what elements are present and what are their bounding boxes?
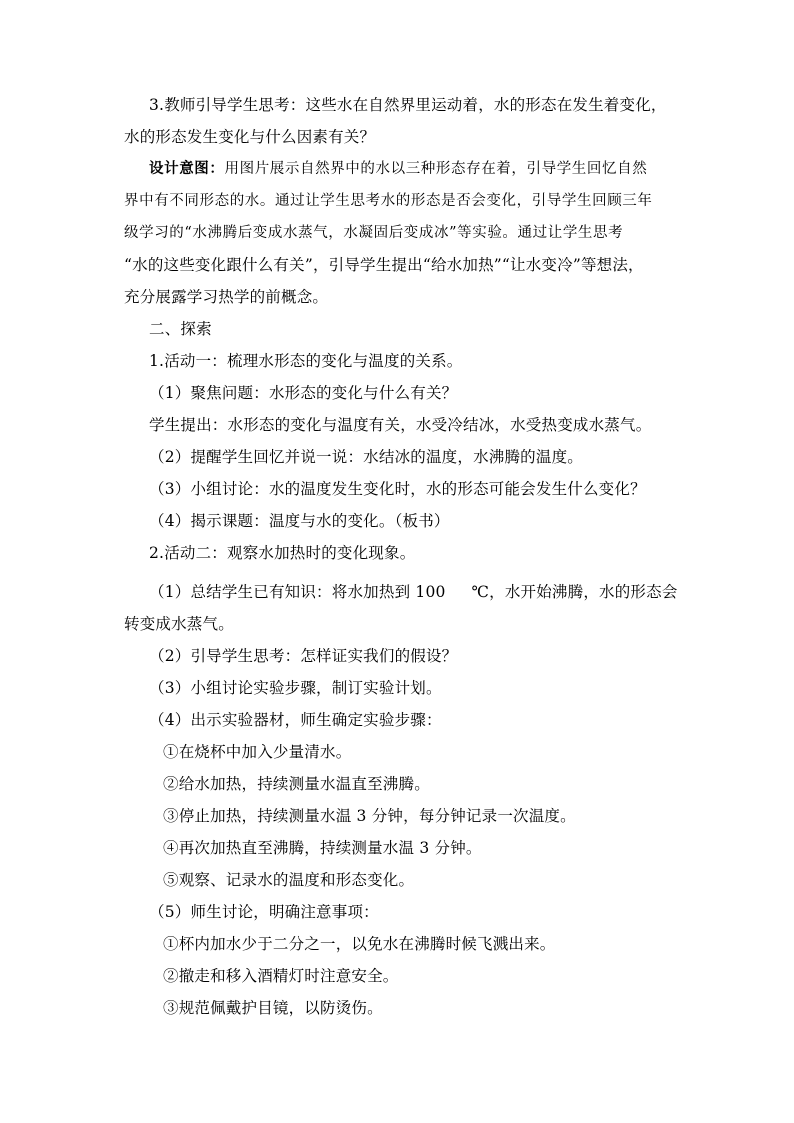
activity-2-step-1-line-2: 转变成水蒸气。	[124, 615, 234, 633]
design-intent-line-3: 级学习的“水沸腾后变成水蒸气，水凝固后变成冰”等实验。通过让学生思考	[124, 225, 624, 241]
design-intent-line-5: 充分展露学习热学的前概念。	[124, 288, 329, 306]
activity-2-title: 2.活动二：观察水加热时的变化现象。	[149, 544, 416, 562]
question-3-line-2: 水的形态发生变化与什么因素有关？	[124, 128, 376, 146]
activity-1-title: 1.活动一：梳理水形态的变化与温度的关系。	[149, 352, 463, 370]
design-intent-line-2: 界中有不同形态的水。通过让学生思考水的形态是否会变化，引导学生回顾三年	[124, 193, 653, 209]
section-heading-explore: 二、探索	[149, 320, 212, 338]
design-intent-line-1	[149, 159, 647, 179]
procedure-item: ①在烧杯中加入少量清水。	[163, 743, 352, 761]
activity-1-student-answer: 学生提出：水形态的变化与温度有关，水受冷结冰，水受热变成水蒸气。	[149, 416, 652, 434]
procedure-item: ②给水加热，持续测量水温直至沸腾。	[163, 775, 430, 793]
activity-2-step-1-text-a: （1）总结学生已有知识：将水加热到 100	[149, 583, 446, 601]
design-intent-text-1: 用图片展示自然界中的水以三种形态存在着，引导学生回忆自然	[224, 161, 648, 177]
activity-1-step-1: （1）聚焦问题：水形态的变化与什么有关？	[149, 384, 458, 402]
activity-2-step-4: （4）出示实验器材，师生确定实验步骤：	[149, 711, 442, 729]
design-intent-line-4: “水的这些变化跟什么有关”，引导学生提出“给水加热”“让水变冷”等想法，	[124, 256, 644, 274]
procedure-item: ③停止加热，持续测量水温 3 分钟，每分钟记录一次温度。	[163, 807, 576, 825]
question-3-line-1: 3.教师引导学生思考：这些水在自然界里运动着，水的形态在发生着变化，	[149, 96, 667, 114]
activity-1-step-3: （3）小组讨论：水的温度发生变化时，水的形态可能会发生什么变化？	[149, 480, 646, 498]
design-intent-label: 设计意图：	[149, 160, 225, 177]
precaution-item: ③规范佩戴护目镜，以防烫伤。	[163, 999, 383, 1017]
precaution-item: ②撤走和移入酒精灯时注意安全。	[163, 967, 399, 985]
activity-1-step-2: （2）提醒学生回忆并说一说：水结冰的温度，水沸腾的温度。	[149, 448, 583, 466]
activity-2-step-1-text-b: ℃，水开始沸腾，水的形态会	[471, 583, 678, 601]
activity-2-step-1-line-1	[149, 582, 678, 602]
precaution-item: ①杯内加水少于二分之一，以免水在沸腾时候飞溅出来。	[163, 935, 556, 953]
activity-2-step-5: （5）师生讨论，明确注意事项：	[149, 903, 379, 921]
activity-2-step-3: （3）小组讨论实验步骤，制订实验计划。	[149, 679, 442, 697]
procedure-item: ⑤观察、记录水的温度和形态变化。	[163, 871, 415, 889]
procedure-item: ④再次加热直至沸腾，持续测量水温 3 分钟。	[163, 839, 482, 857]
activity-1-step-4: （4）揭示课题：温度与水的变化。（板书）	[149, 512, 450, 530]
activity-2-step-2: （2）引导学生思考：怎样证实我们的假设？	[149, 647, 458, 665]
